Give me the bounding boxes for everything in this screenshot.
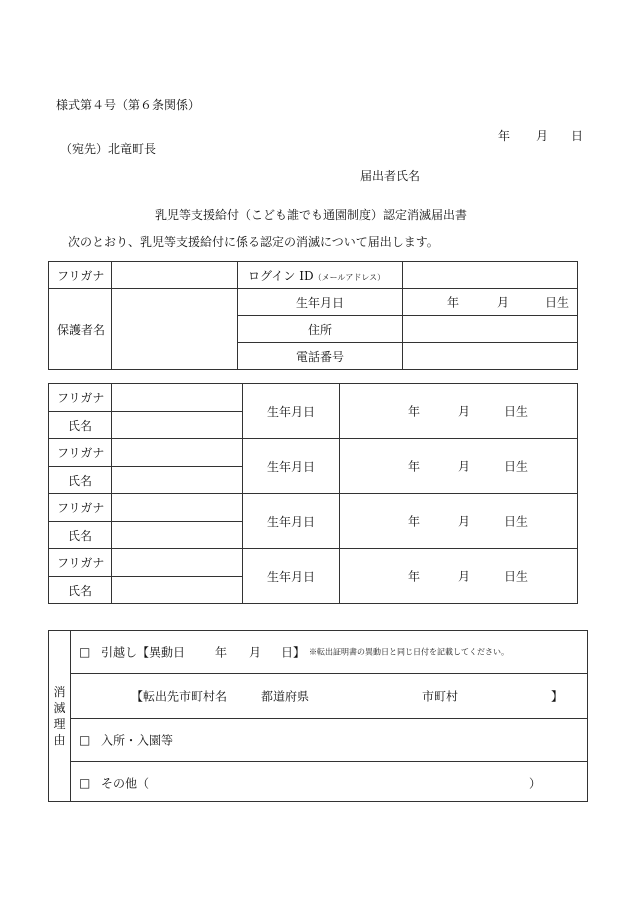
- login-id-label: ログイン ID: [248, 268, 314, 283]
- moving-checkbox[interactable]: □: [79, 645, 91, 659]
- destination-bracket-close: 】: [551, 689, 564, 704]
- prefecture-label: 都道府県: [261, 689, 310, 704]
- side-char-1: 消: [53, 685, 66, 699]
- date-month-label: 月: [536, 129, 549, 143]
- moving-day: 日】: [281, 645, 306, 660]
- child-2-birth-month: 月: [458, 459, 471, 474]
- form-number: 様式第４号（第６条関係）: [56, 98, 201, 112]
- child-4-furigana-field[interactable]: [112, 549, 243, 577]
- child-3-birth-day: 日生: [504, 514, 529, 529]
- document-title: 乳児等支援給付（こども誰でも通園制度）認定消滅届出書: [155, 208, 468, 222]
- child-4-name-label: 氏名: [49, 577, 112, 604]
- child-4-birth-year: 年: [408, 569, 421, 584]
- child-1-name-label: 氏名: [49, 412, 112, 439]
- child-2-name-label: 氏名: [49, 467, 112, 494]
- login-id-cell: [238, 262, 403, 289]
- admission-checkbox[interactable]: □: [79, 733, 91, 747]
- child-1-birth-day: 日生: [504, 404, 529, 419]
- reason-moving-row: [71, 631, 587, 674]
- child-1-birth-label: 生年月日: [243, 384, 340, 439]
- other-close: ）: [529, 776, 542, 791]
- child-3-birth-month: 月: [458, 514, 471, 529]
- child-2-birth-field[interactable]: [340, 439, 578, 494]
- guardian-birth-month: 月: [497, 295, 510, 310]
- guardian-name-field[interactable]: [112, 289, 238, 370]
- side-char-2: 滅: [53, 701, 66, 715]
- reason-box: [48, 630, 588, 802]
- intro-text: 次のとおり、乳児等支援給付に係る認定の消滅について届出します。: [68, 235, 439, 249]
- child-3-furigana-label: フリガナ: [49, 494, 112, 522]
- guardian-birth-day: 日生: [545, 295, 570, 310]
- municipality-label: 市町村: [422, 689, 459, 704]
- child-2-birth-day: 日生: [504, 459, 529, 474]
- reason-destination-row: [71, 674, 587, 719]
- children-table: [48, 383, 578, 604]
- moving-note: ※転出証明書の異動日と同じ日付を記載してください。: [309, 647, 509, 657]
- child-3-birth-year: 年: [408, 514, 421, 529]
- date-year-label: 年: [498, 129, 511, 143]
- child-2-birth-label: 生年月日: [243, 439, 340, 494]
- guardian-furigana-label: フリガナ: [49, 262, 112, 289]
- child-3-birth-label: 生年月日: [243, 494, 340, 549]
- guardian-birth-field[interactable]: [403, 289, 578, 316]
- moving-label: 引越し【異動日: [101, 645, 186, 660]
- child-3-furigana-field[interactable]: [112, 494, 243, 522]
- guardian-phone-label: 電話番号: [238, 343, 403, 370]
- moving-year: 年: [215, 645, 228, 660]
- guardian-birth-label: 生年月日: [238, 289, 403, 316]
- login-id-field[interactable]: [403, 262, 578, 289]
- other-checkbox[interactable]: □: [79, 776, 91, 790]
- child-1-birth-year: 年: [408, 404, 421, 419]
- reason-other-row: [71, 762, 587, 804]
- child-2-furigana-field[interactable]: [112, 439, 243, 467]
- guardian-table: [48, 261, 578, 370]
- submitter-name-label: 届出者氏名: [360, 169, 421, 183]
- child-1-furigana-field[interactable]: [112, 384, 243, 412]
- child-2-name-field[interactable]: [112, 467, 243, 494]
- destination-label: 【転出先市町村名: [131, 689, 228, 704]
- guardian-birth-year: 年: [447, 295, 460, 310]
- child-4-birth-month: 月: [458, 569, 471, 584]
- child-3-name-field[interactable]: [112, 522, 243, 549]
- child-2-birth-year: 年: [408, 459, 421, 474]
- child-1-furigana-label: フリガナ: [49, 384, 112, 412]
- child-4-name-field[interactable]: [112, 577, 243, 604]
- child-2-furigana-label: フリガナ: [49, 439, 112, 467]
- moving-month: 月: [249, 645, 262, 660]
- side-char-3: 理: [53, 717, 66, 731]
- date-day-label: 日: [571, 129, 584, 143]
- child-1-name-field[interactable]: [112, 412, 243, 439]
- child-4-birth-field[interactable]: [340, 549, 578, 604]
- child-4-furigana-label: フリガナ: [49, 549, 112, 577]
- guardian-address-label: 住所: [238, 316, 403, 343]
- login-id-note: （メールアドレス）: [313, 272, 386, 282]
- guardian-phone-field[interactable]: [403, 343, 578, 370]
- guardian-address-field[interactable]: [403, 316, 578, 343]
- child-3-name-label: 氏名: [49, 522, 112, 549]
- reason-side-label: [49, 631, 71, 801]
- reason-admission-row: [71, 719, 587, 762]
- child-4-birth-label: 生年月日: [243, 549, 340, 604]
- side-char-4: 由: [53, 733, 66, 747]
- child-3-birth-field[interactable]: [340, 494, 578, 549]
- child-1-birth-month: 月: [458, 404, 471, 419]
- guardian-name-label: 保護者名: [49, 289, 112, 370]
- child-4-birth-day: 日生: [504, 569, 529, 584]
- admission-label: 入所・入園等: [101, 733, 174, 748]
- other-label: その他（: [101, 776, 150, 791]
- guardian-furigana-field[interactable]: [112, 262, 238, 289]
- addressee: （宛先）北竜町長: [60, 142, 157, 156]
- child-1-birth-field[interactable]: [340, 384, 578, 439]
